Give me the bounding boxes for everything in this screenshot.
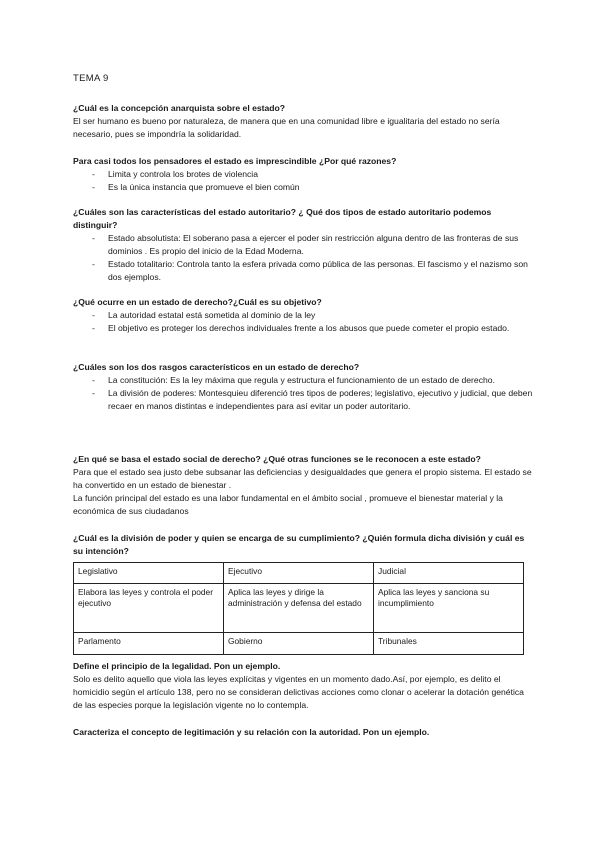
bullet-list: [73, 168, 533, 194]
question-heading: ¿Cuáles son los dos rasgos característicos en un estado de derecho?: [73, 362, 360, 372]
section-division-poder: [73, 532, 533, 558]
table-row: [74, 563, 524, 584]
answer-paragraph: El ser humano es bueno por naturaleza, de manera que en una comunidad libre e igualitaria del estado no sería necesario, pues se impondría la solidaridad.: [73, 116, 500, 139]
question-heading: ¿Cuál es la división de poder y quien se encarga de su cumplimiento? ¿Quién formula dicha división y cuál es su intención?: [73, 533, 525, 556]
table-cell: Tribunales: [374, 633, 524, 655]
question-heading: ¿Cuáles son las características del estado autoritario? ¿ Qué dos tipos de estado autoritario podemos distinguir?: [73, 207, 492, 230]
table-cell: Aplica las leyes y dirige la administración y defensa del estado: [224, 584, 374, 633]
question-heading: ¿Cuál es la concepción anarquista sobre el estado?: [73, 103, 286, 113]
answer-paragraph: Para que el estado sea justo debe subsanar las deficiencias y desigualdades que genera el propio sistema. El estado se ha convertido en un estado de bienestar .: [73, 467, 532, 490]
table-row: [74, 633, 524, 655]
question-heading: ¿Qué ocurre en un estado de derecho?¿Cuál es su objetivo?: [73, 297, 322, 307]
section-autoritario: [73, 206, 533, 284]
bullet-list: [73, 309, 533, 335]
powers-table: [73, 562, 524, 655]
list-item: - Limita y controla los brotes de violencia: [73, 168, 533, 181]
section-anarquista: [73, 102, 533, 141]
bullet-list: [73, 232, 533, 284]
section-estado-social: [73, 453, 533, 518]
table-cell: Parlamento: [74, 633, 224, 655]
bullet-list: [73, 374, 533, 413]
table-row: [74, 584, 524, 633]
section-legalidad: [73, 660, 533, 712]
section-rasgos: [73, 361, 533, 413]
question-heading: Para casi todos los pensadores el estado es imprescindible ¿Por qué razones?: [73, 156, 397, 166]
list-item: - La división de poderes: Montesquieu diferenció tres tipos de poderes; legislativo, ejecutivo y judicial, que deben recaer en manos distintas e independientes para así evitar un poder autoritario.: [73, 387, 533, 413]
answer-paragraph: Solo es delito aquello que viola las leyes explícitas y vigentes en un momento dado.Así, por ejemplo, es delito el homicidio según el artículo 138, pero no se consideran delictivas acciones como clonar o acelerar la dotación genética de las especies porque la legislación vigente no lo contempla.: [73, 674, 524, 710]
list-item: - Estado absolutista: El soberano pasa a ejercer el poder sin restricción alguna dentro de las fronteras de sus dominios . Es propio del inicio de la Edad Moderna.: [73, 232, 533, 258]
table-cell: Aplica las leyes y sanciona su incumplimiento: [374, 584, 524, 633]
question-heading: ¿En qué se basa el estado social de derecho? ¿Qué otras funciones se le reconocen a este estado?: [73, 454, 481, 464]
list-item: - Es la única instancia que promueve el bien común: [73, 181, 533, 194]
answer-paragraph: La función principal del estado es una labor fundamental en el ámbito social , promueve el bienestar material y la económica de sus ciudadanos: [73, 493, 503, 516]
question-heading: Caracteriza el concepto de legitimación y su relación con la autoridad. Pon un ejemplo.: [73, 727, 430, 737]
section-legitimacion: [73, 726, 533, 739]
question-heading: Define el principio de la legalidad. Pon un ejemplo.: [73, 661, 281, 671]
list-item: - El objetivo es proteger los derechos individuales frente a los abusos que puede cometer el propio estado.: [73, 322, 533, 335]
list-item: - La autoridad estatal está sometida al dominio de la ley: [73, 309, 533, 322]
list-item: - Estado totalitario: Controla tanto la esfera privada como pública de las personas. El fascismo y el nazismo son dos ejemplos.: [73, 258, 533, 284]
list-item: - La constitución: Es la ley máxima que regula y estructura el funcionamiento de un estado de derecho.: [73, 374, 533, 387]
section-estado-derecho: [73, 296, 533, 335]
page-title: TEMA 9: [73, 73, 109, 84]
table-cell: Legislativo: [74, 563, 224, 584]
table-cell: Ejecutivo: [224, 563, 374, 584]
table-cell: Gobierno: [224, 633, 374, 655]
table-cell: Elabora las leyes y controla el poder ejecutivo: [74, 584, 224, 633]
section-imprescindible: [73, 155, 533, 194]
table-cell: Judicial: [374, 563, 524, 584]
